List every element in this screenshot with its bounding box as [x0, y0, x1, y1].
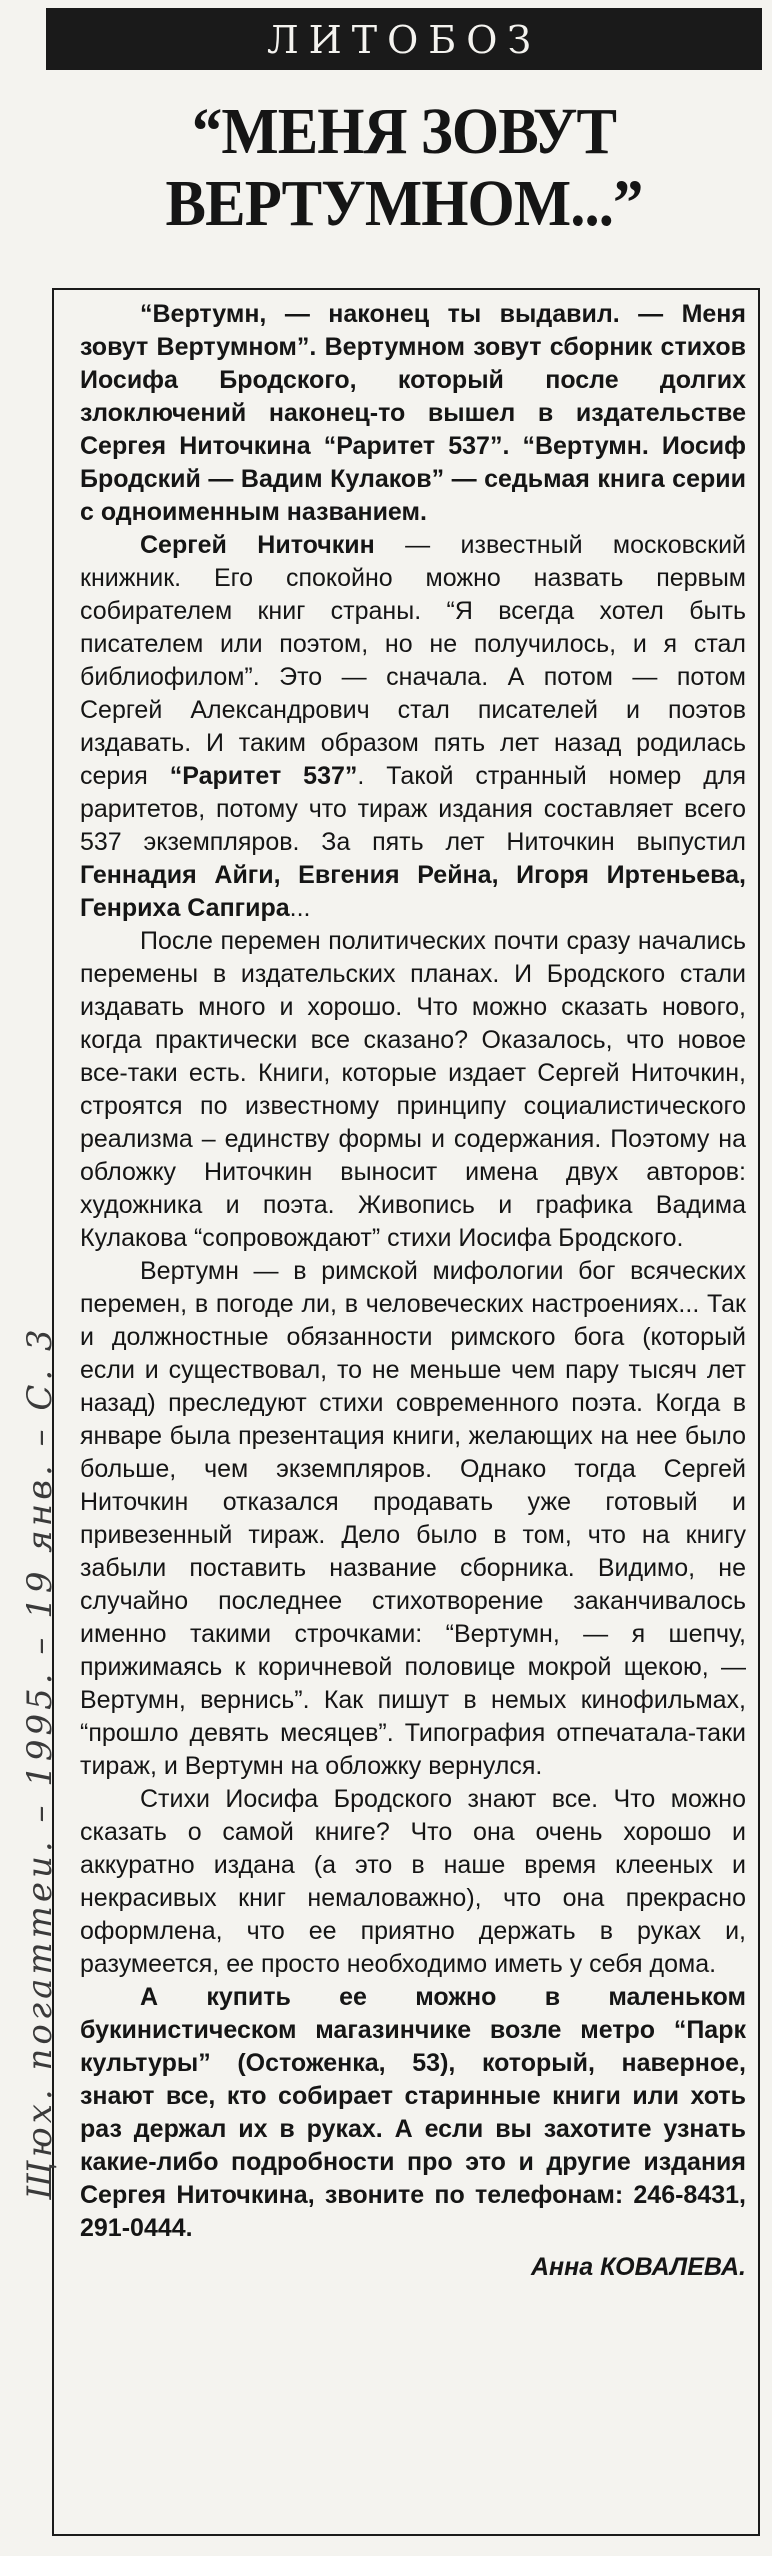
handwritten-margin-note: Щюх. погаттеи. – 1995. – 19 янв. – С. 3	[20, 1325, 60, 2200]
paragraph-4: Стихи Иосифа Бродского знают все. Что можно сказать о самой книге? Что она очень хорошо и аккуратно издана (а это в наше время клееных и некрасивых книг немаловажно), что она прекрасно оформлена, что ее приятно держать в руках и, разумеется, ее просто необходимо иметь у себя дома.	[80, 1785, 746, 1978]
paragraph-1	[80, 529, 746, 925]
article-body	[80, 298, 746, 2284]
person-name: Сергей Ниточкин	[140, 531, 375, 559]
paragraph-1-end: ...	[289, 894, 311, 922]
paragraph-1-text: — известный московский книжник. Его спокойно можно назвать первым собирателем книг страны. “Я всегда хотел быть писателем или поэтом, но не получилось, и я стал библиофилом”. Это — сначала. А потом — потом Сергей Александрович стал писателей и поэтов издавать. И таким образом пять лет назад родилась серия	[80, 531, 746, 790]
author-byline: Анна КОВАЛЕВА.	[530, 2253, 746, 2281]
lead-paragraph: “Вертумн, — наконец ты выдавил. — Меня зовут Вертумном”. Вертумном зовут сборник стихов Иосифа Бродского, который после долгих злоключений наконец-то вышел в издательстве Сергея Ниточкина “Раритет 537”. “Вертумн. Иосиф Бродский — Вадим Кулаков” — седьмая книга серии с одноименным названием.	[80, 300, 746, 526]
rubric-title: ЛИТОБОЗ	[266, 18, 542, 62]
series-name: “Раритет 537”	[169, 762, 358, 790]
headline-line-2: ВЕРТУМНОМ...”	[165, 167, 643, 240]
headline-line-1: “МЕНЯ ЗОВУТ	[191, 95, 617, 168]
paragraph-5: А купить ее можно в маленьком букинистическом магазинчике возле метро “Парк культуры” (Остоженка, 53), который, наверное, знают все, кто собирает старинные книги или хоть раз держал их в руках. А если вы захотите узнать какие-либо подробности про это и другие издания Сергея Ниточкина, звоните по телефонам: 246-8431, 291-0444.	[80, 1983, 746, 2242]
rubric-banner	[46, 8, 762, 70]
paragraph-2: После перемен политических почти сразу начались перемены в издательских планах. И Бродского стали издавать много и хорошо. Что можно сказать нового, когда практически все сказано? Оказалось, что новое все-таки есть. Книги, которые издает Сергей Ниточкин, строятся по известному принципу социалистического реализма – единству формы и содержания. Поэтому на обложку Ниточкин выносит имена двух авторов: художника и поэта. Живопись и графика Вадима Кулакова “сопровождают” стихи Иосифа Бродского.	[80, 927, 746, 1252]
article-headline	[75, 96, 734, 240]
paragraph-1-text-2: . Такой странный номер для раритетов, потому что тираж издания составляет всего 537 экземпляров. За пять лет Ниточкин выпустил	[80, 762, 747, 856]
paragraph-3: Вертумн — в римской мифологии бог всяческих перемен, в погоде ли, в человеческих настроениях... Так и должностные обязанности римского бога (который если и существовал, то не меньше чем пару тысяч лет назад) преследуют стихи современного поэта. Когда в январе была презентация книги, желающих на нее было больше, чем экземпляров. Однако тогда Сергей Ниточкин отказался продавать уже готовый и привезенный тираж. Дело было в том, что на книгу забыли поставить название сборника. Видимо, не случайно последнее стихотворение заканчивалось именно такими строчками: “Вертумн, — я шепчу, прижимаясь к коричневой половице мокрой щекою, — Вертумн, вернись”. Как пишут в немых кинофильмах, “прошло девять месяцев”. Типография отпечатала-таки тираж, и Вертумн на обложку вернулся.	[80, 1257, 746, 1780]
authors-list: Геннадия Айги, Евгения Рейна, Игоря Иртеньева, Генриха Сапгира	[80, 861, 746, 922]
